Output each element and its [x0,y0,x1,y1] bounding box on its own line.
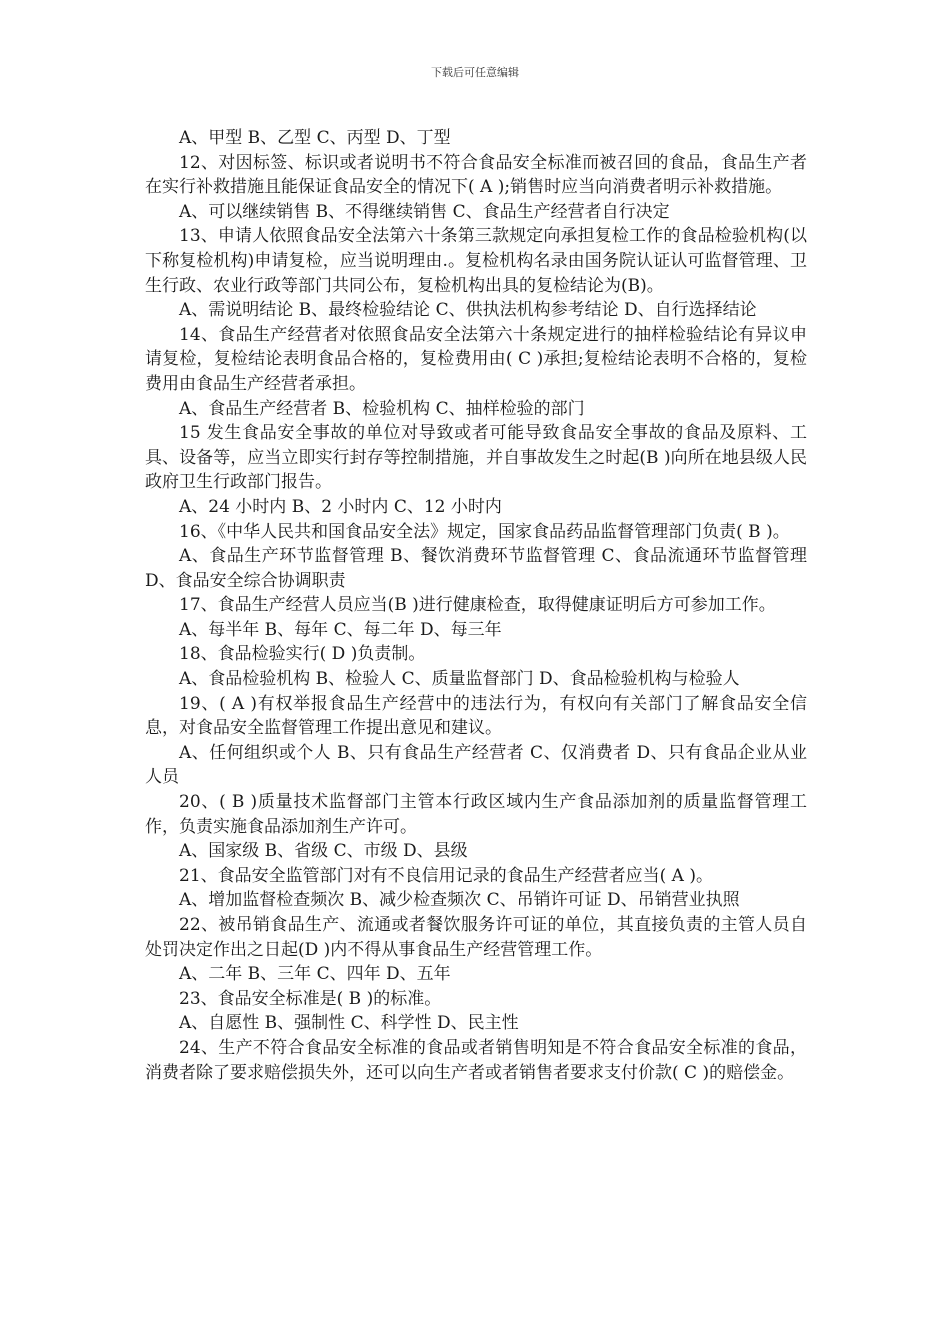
question-22: 22、被吊销食品生产、流通或者餐饮服务许可证的单位，其直接负责的主管人员自处罚决定作出之日起(D )内不得从事食品生产经营管理工作。 [145,915,807,960]
question-21-options: A、增加监督检查频次 B、减少检查频次 C、吊销许可证 D、吊销营业执照 [179,890,740,911]
question-20: 20、( B )质量技术监督部门主管本行政区域内生产食品添加剂的质量监督管理工作，负责实施食品添加剂生产许可。 [145,792,807,837]
question-24: 24、生产不符合食品安全标准的食品或者销售明知是不符合食品安全标准的食品，消费者除了要求赔偿损失外，还可以向生产者或者销售者要求支付价款( C )的赔偿金。 [145,1037,807,1083]
question-17: 17、食品生产经营人员应当(B )进行健康检查，取得健康证明后方可参加工作。 [179,595,776,616]
question-14: 14、食品生产经营者对依照食品安全法第六十条规定进行的抽样检验结论有异议申请复检，复检结论表明食品合格的，复检费用由( C )承担;复检结论表明不合格的，复检费用由食品生产经营者承担。 [145,324,807,394]
page-header-note: 下载后可任意编辑 [431,66,519,79]
question-13-options: A、需说明结论 B、最终检验结论 C、供执法机构参考结论 D、自行选择结论 [179,300,757,321]
document-body [145,126,807,1085]
question-19: 19、( A )有权举报食品生产经营中的违法行为，有权向有关部门了解食品安全信息，对食品安全监督管理工作提出意见和建议。 [145,693,807,739]
question-13: 13、申请人依照食品安全法第六十条第三款规定向承担复检工作的食品检验机构(以下称复检机构)申请复检，应当说明理由.。复检机构名录由国务院认证认可监督管理、卫生行政、农业行政等部门共同公布，复检机构出具的复检结论为(B)。 [145,226,807,296]
question-options: A、甲型 B、乙型 C、丙型 D、丁型 [179,128,451,148]
question-23: 23、食品安全标准是( B )的标准。 [179,988,442,1009]
question-16-options: A、食品生产环节监督管理 B、餐饮消费环节监督管理 C、食品流通环节监督管理 D、食品安全综合协调职责 [145,546,807,591]
question-17-options: A、每半年 B、每年 C、每二年 D、每三年 [179,619,502,640]
question-16: 16、《中华人民共和国食品安全法》规定，国家食品药品监督管理部门负责( B )。 [179,521,790,542]
question-23-options: A、自愿性 B、强制性 C、科学性 D、民主性 [179,1013,519,1034]
question-22-options: A、二年 B、三年 C、四年 D、五年 [179,964,451,985]
question-20-options: A、国家级 B、省级 C、市级 D、县级 [179,841,468,862]
question-12-options: A、可以继续销售 B、不得继续销售 C、食品生产经营者自行决定 [179,201,670,222]
question-18: 18、食品检验实行( D )负责制。 [179,644,426,665]
question-15-options: A、24 小时内 B、2 小时内 C、12 小时内 [179,496,502,517]
question-15: 15 发生食品安全事故的单位对导致或者可能导致食品安全事故的食品及原料、工具、设备等，应当立即实行封存等控制措施，并自事故发生之时起(B )向所在地县级人民政府卫生行政部门报告。 [145,423,807,493]
question-21: 21、食品安全监管部门对有不良信用记录的食品生产经营者应当( A )。 [179,865,713,886]
question-14-options: A、食品生产经营者 B、检验机构 C、抽样检验的部门 [179,398,585,419]
question-12: 12、对因标签、标识或者说明书不符合食品安全标准而被召回的食品，食品生产者在实行补救措施且能保证食品安全的情况下( A );销售时应当向消费者明示补救措施。 [145,152,807,198]
question-19-options: A、任何组织或个人 B、只有食品生产经营者 C、仅消费者 D、只有食品企业从业人员 [145,742,807,788]
question-18-options: A、食品检验机构 B、检验人 C、质量监督部门 D、食品检验机构与检验人 [179,669,740,690]
